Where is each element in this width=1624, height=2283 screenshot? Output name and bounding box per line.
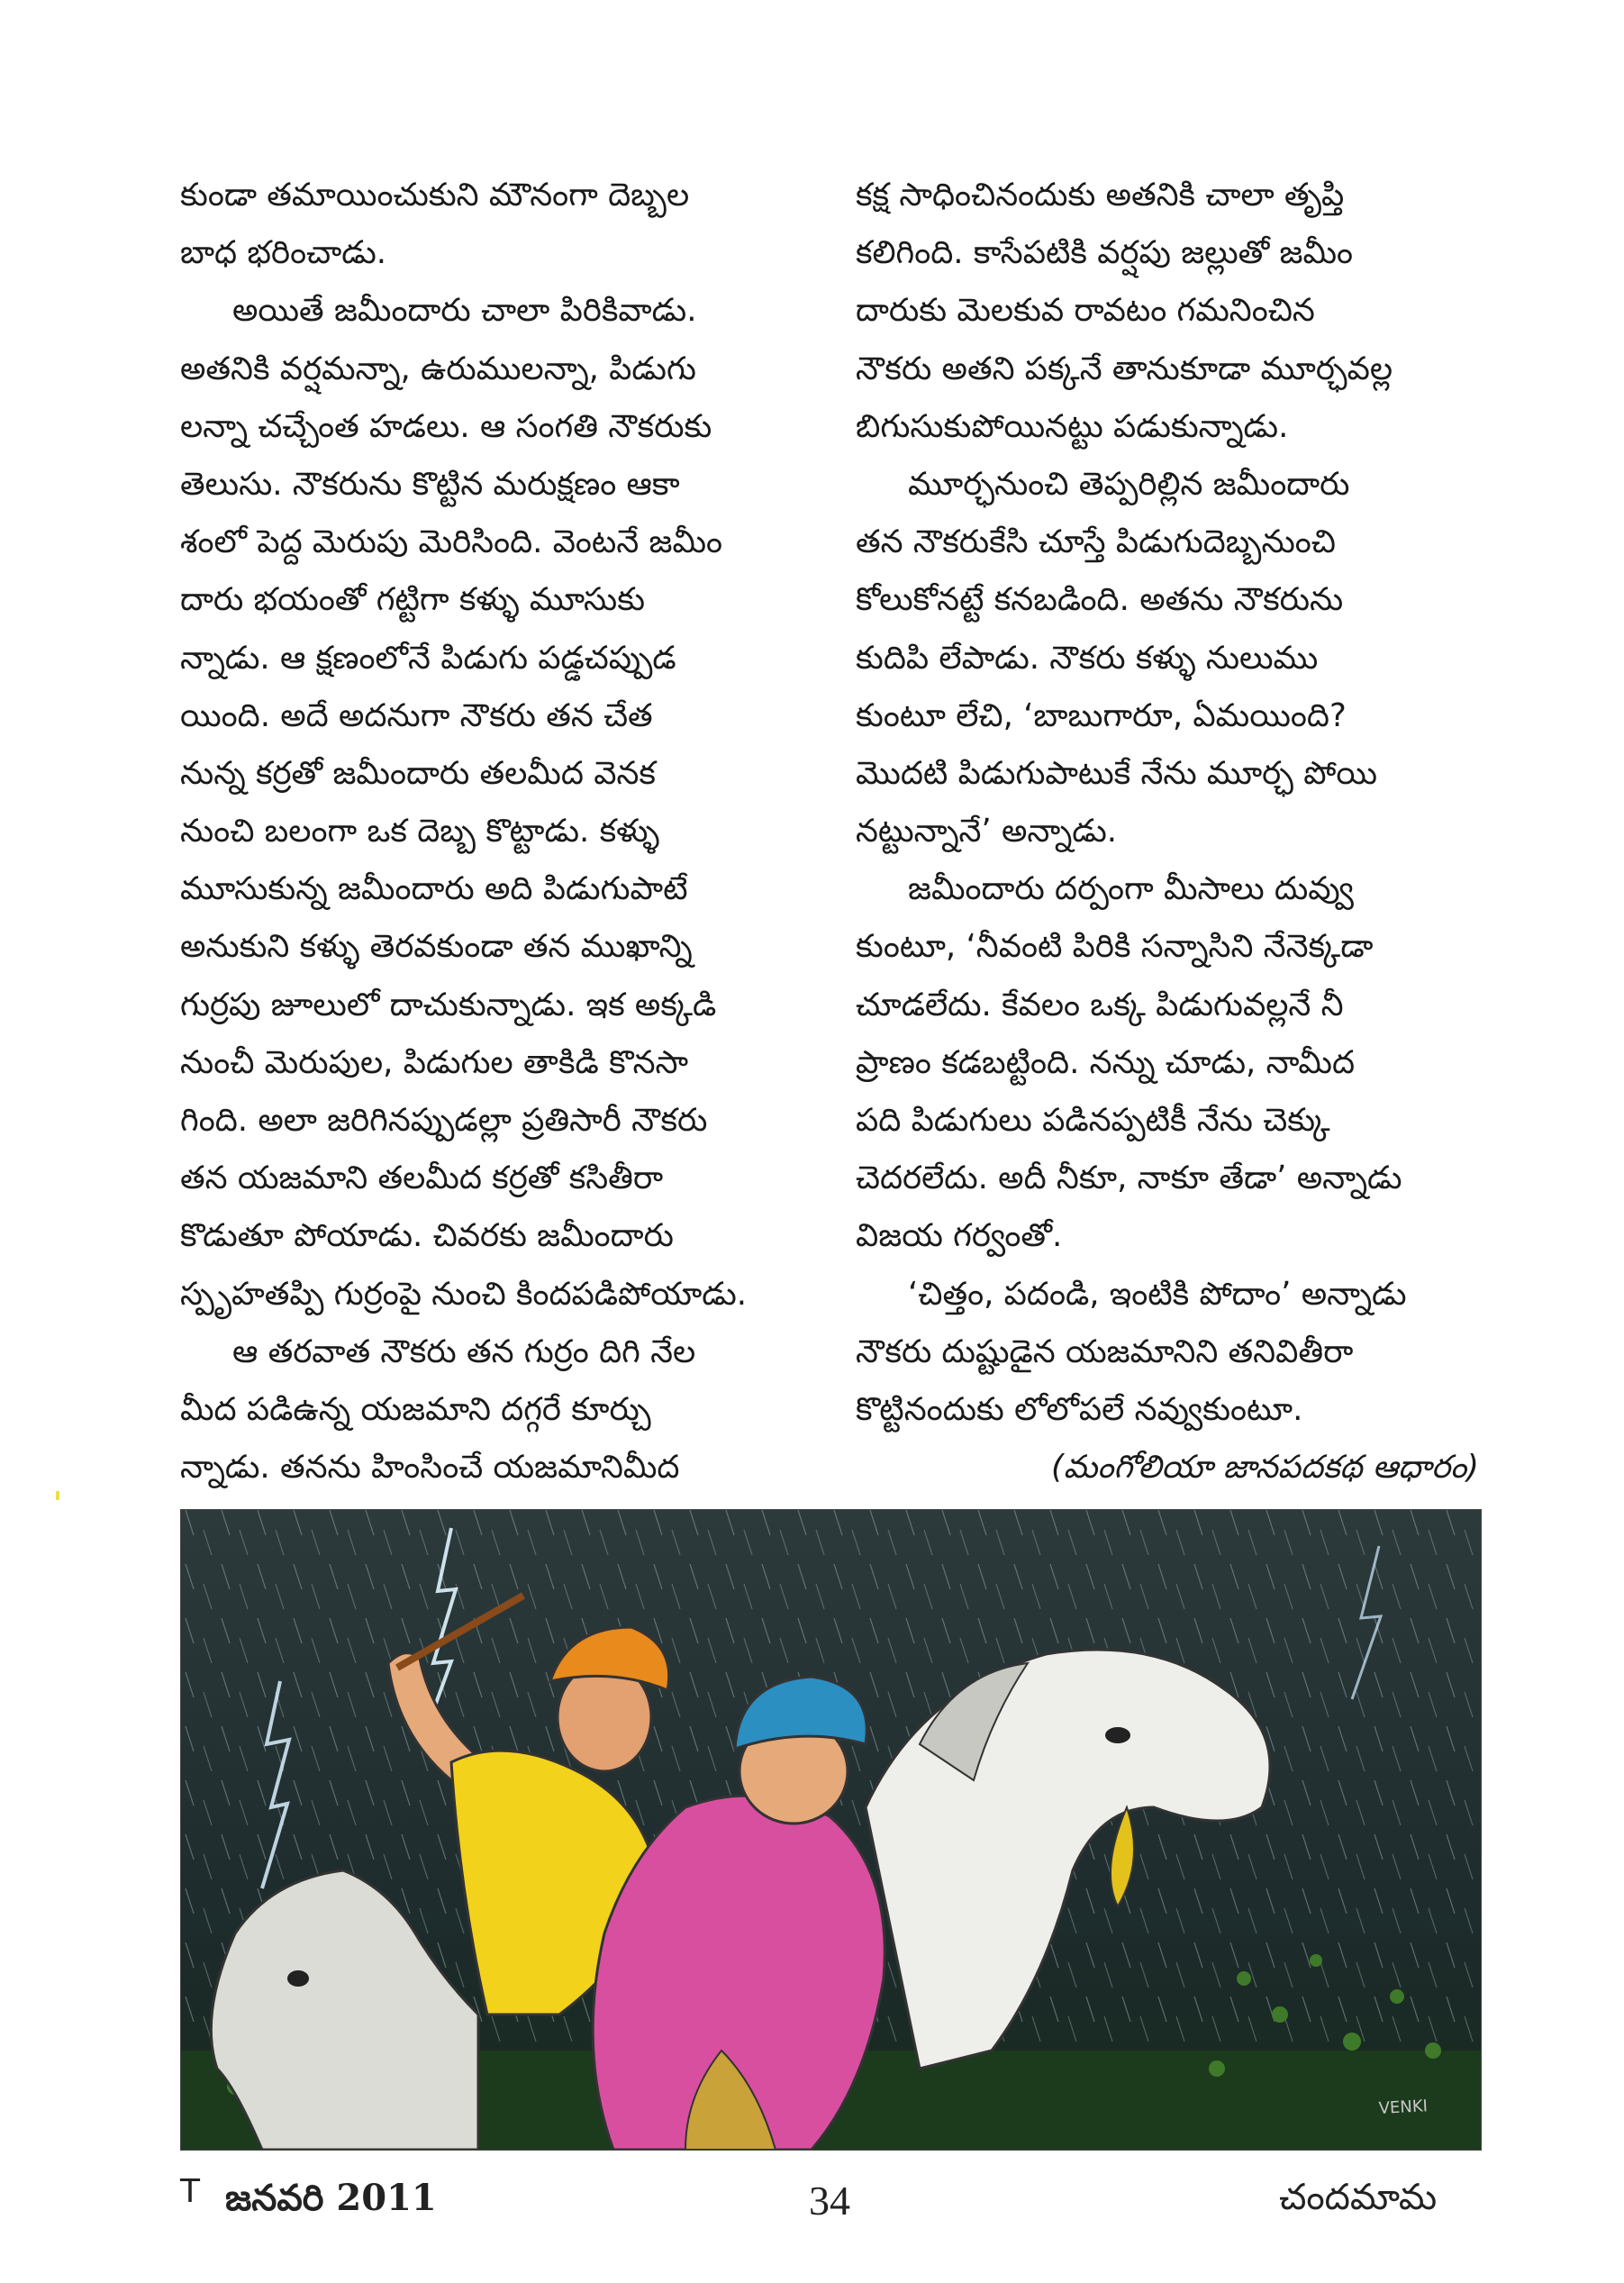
text-line: నౌకరు దుష్టుడైన యజమానిని తనివితీరా (856, 1333, 1354, 1370)
text-line: న్నాడు. తనను హింసించే యజమానిమీద (180, 1449, 680, 1487)
text-line: అతనికి వర్షమన్నా, ఉరుములన్నా, పిడుగు (180, 350, 696, 387)
text-line: కోలుకోనట్టే కనబడింది. అతను నౌకరును (856, 581, 1344, 619)
text-line: దారు భయంతో గట్టిగా కళ్ళు మూసుకు (180, 581, 646, 619)
text-line: తన యజమాని తలమీద కర్రతో కసితీరా (180, 1160, 664, 1197)
text-line: ఆ తరవాత నౌకరు తన గుర్రం దిగి నేల (232, 1333, 696, 1370)
text-line: కొట్టినందుకు లోలోపలే నవ్వుకుంటూ. (856, 1390, 1303, 1428)
text-line: న్నాడు. ఆ క్షణంలోనే పిడుగు పడ్డచప్పుడ (180, 639, 676, 677)
text-line: స్పృహతప్పి గుర్రంపై నుంచి కిందపడిపోయాడు. (180, 1275, 748, 1313)
text-line: ‘చిత్తం, పదండి, ఇంటికి పోదాం’ అన్నాడు (908, 1275, 1407, 1313)
text-line: మీద పడిఉన్న యజమాని దగ్గరే కూర్చు (180, 1390, 651, 1428)
text-line: తన నౌకరుకేసి చూస్తే పిడుగుదెబ్బనుంచి (856, 523, 1336, 561)
story-credit: (మంగోలియా జానపదకథ ఆధారం) (1050, 1449, 1479, 1487)
text-line: పది పిడుగులు పడినప్పటికీ నేను చెక్కు (856, 1102, 1330, 1139)
text-line: విజయ గర్వంతో. (856, 1217, 1063, 1255)
text-line: ప్రాణం కడబట్టింది. నన్ను చూడు, నామీద (856, 1043, 1356, 1081)
text-column-left (180, 167, 811, 1496)
magazine-title: చందమామ (1279, 2177, 1438, 2218)
text-line: నట్టున్నానే’ అన్నాడు. (856, 813, 1118, 850)
text-line: కొడుతూ పోయాడు. చివరకు జమీందారు (180, 1217, 674, 1255)
story-illustration (180, 1509, 1482, 2151)
text-line: దారుకు మెలకువ రావటం గమనించిన (856, 292, 1315, 330)
text-line: కుండా తమాయించుకుని మౌనంగా దెబ్బల (180, 177, 690, 214)
text-line: బిగుసుకుపోయినట్టు పడుకున్నాడు. (856, 407, 1289, 445)
text-line: నుంచి బలంగా ఒక దెబ్బ కొట్టాడు. కళ్ళు (180, 813, 660, 850)
text-line: కుంటూ, ‘నీవంటి పిరికి సన్నాసిని నేనెక్కడా (856, 928, 1374, 966)
text-line: కుదిపి లేపాడు. నౌకరు కళ్ళు నులుము (856, 639, 1319, 677)
scan-speck (56, 1491, 59, 1500)
text-line: చెదరలేదు. అదీ నీకూ, నాకూ తేడా’ అన్నాడు (856, 1160, 1402, 1197)
text-line: మూర్ఛనుంచి తెప్పరిల్లిన జమీందారు (908, 465, 1350, 503)
text-line: మూసుకున్న జమీందారు అది పిడుగుపాటే (180, 870, 688, 908)
text-line: నౌకరు అతని పక్కనే తానుకూడా మూర్ఛవల్ల (856, 350, 1393, 387)
text-line: నుంచీ మెరుపుల, పిడుగుల తాకిడి కొనసా (180, 1043, 689, 1081)
text-line: గింది. అలా జరిగినప్పుడల్లా ప్రతిసారీ నౌకరు (180, 1102, 708, 1139)
text-line: గుర్రపు జూలులో దాచుకున్నాడు. ఇక అక్కడి (180, 986, 717, 1023)
text-line: బాధ భరించాడు. (180, 234, 387, 272)
text-column-right (856, 167, 1479, 1496)
footer-letter: T (180, 2173, 200, 2210)
text-line: కక్ష సాధించినందుకు అతనికి చాలా తృప్తి (856, 177, 1345, 214)
text-line: కలిగింది. కాసేపటికి వర్షపు జల్లుతో జమీం (856, 234, 1354, 272)
text-line: లన్నా చచ్చేంత హడలు. ఆ సంగతి నౌకరుకు (180, 407, 712, 445)
text-line: అనుకుని కళ్ళు తెరవకుండా తన ముఖాన్ని (180, 928, 693, 966)
page-footer (0, 2173, 1624, 2227)
text-line: చూడలేదు. కేవలం ఒక్క పిడుగువల్లనే నీ (856, 986, 1344, 1023)
text-line: అయితే జమీందారు చాలా పిరికివాడు. (232, 292, 697, 330)
text-line: జమీందారు దర్పంగా మీసాలు దువ్వు (908, 870, 1354, 908)
footer-issue-date: జనవరి 2011 (225, 2177, 437, 2219)
text-line: తెలుసు. నౌకరును కొట్టిన మరుక్షణం ఆకా (180, 465, 680, 503)
master-horse-eye (1105, 1727, 1130, 1743)
text-line: నున్న కర్రతో జమీందారు తలమీద వెనక (180, 754, 656, 792)
text-line: కుంటూ లేచి, ‘బాబుగారూ, ఏమయింది? (856, 696, 1347, 734)
artist-signature: VENKI (1378, 2097, 1429, 2118)
text-line: యింది. అదే అదనుగా నౌకరు తన చేత (180, 696, 653, 734)
text-line: శంలో పెద్ద మెరుపు మెరిసింది. వెంటనే జమీం (180, 523, 723, 561)
page-number: 34 (809, 2178, 850, 2224)
servant-horse-eye (287, 1970, 309, 1987)
text-line: మొదటి పిడుగుపాటుకే నేను మూర్ఛ పోయి (856, 754, 1377, 792)
